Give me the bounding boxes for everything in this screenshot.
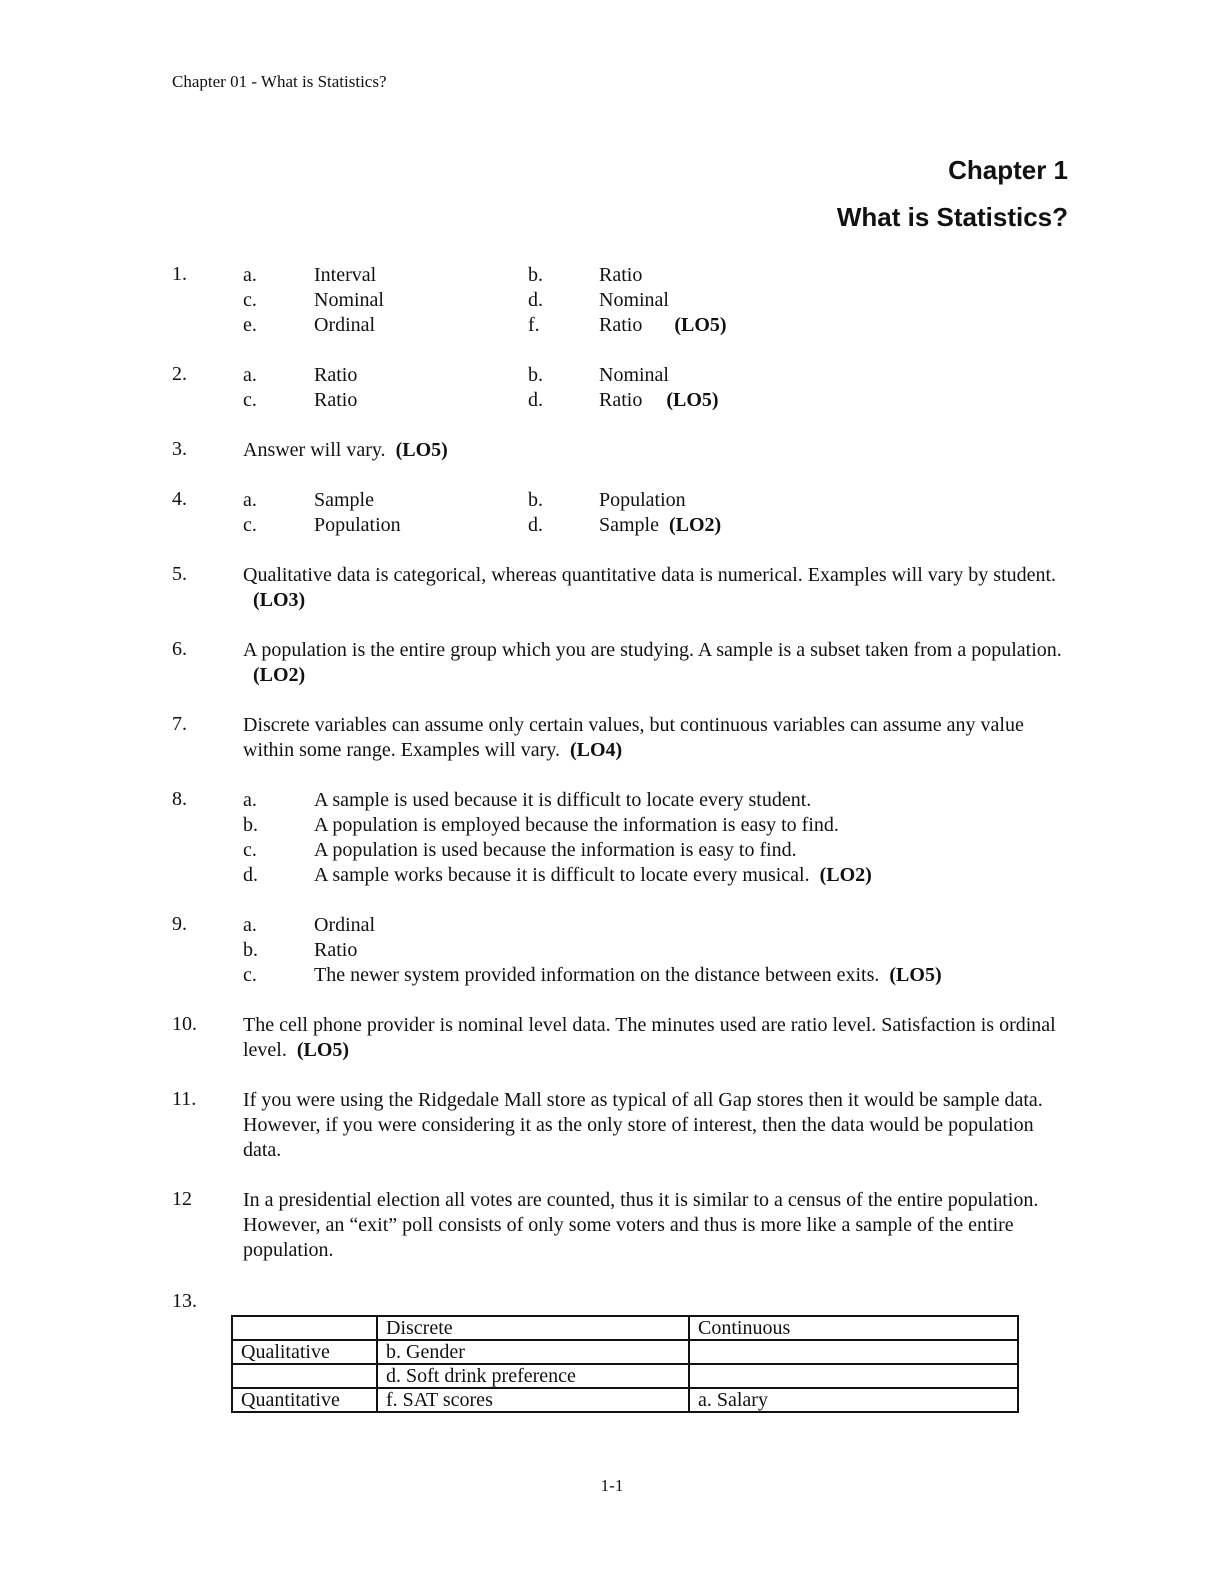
learning-objective: (LO5): [889, 964, 942, 986]
item-value: Population: [314, 514, 401, 536]
answer-1: [172, 263, 1072, 338]
learning-objective: (LO5): [296, 1039, 350, 1061]
answer-row: [243, 263, 1072, 288]
table-cell: f. SAT scores: [377, 1388, 689, 1412]
question-number: 7.: [172, 713, 187, 735]
item-text: Ratio: [314, 939, 358, 961]
answer-row: [243, 963, 1072, 988]
chapter-number: Chapter 1: [948, 155, 1068, 185]
item-text: Ordinal: [314, 914, 376, 936]
item-letter: a.: [243, 789, 257, 811]
answer-3: [172, 438, 1072, 463]
question-number: 2.: [172, 363, 187, 385]
table-cell: [232, 1316, 377, 1340]
learning-objective: (LO4): [569, 739, 623, 761]
question-number: 10.: [172, 1013, 197, 1035]
item-letter: d.: [528, 389, 543, 411]
running-header: Chapter 01 - What is Statistics?: [172, 72, 387, 91]
item-letter: a.: [243, 364, 257, 386]
question-number: 9.: [172, 913, 187, 935]
item-letter: c.: [243, 839, 257, 861]
question-number: 8.: [172, 788, 187, 810]
answer-row: [243, 913, 1072, 938]
answer-row: [243, 313, 1072, 338]
answer-row: [243, 513, 1072, 538]
answer-row: [243, 863, 1072, 888]
answer-7: [172, 713, 1072, 763]
item-value: Interval: [314, 264, 377, 286]
answer-6: [172, 638, 1072, 688]
item-letter: c.: [243, 389, 257, 411]
answer-9: [172, 913, 1072, 988]
item-value: Ratio: [314, 389, 358, 411]
item-letter: c.: [243, 514, 257, 536]
chapter-title: What is Statistics?: [836, 202, 1068, 232]
learning-objective: (LO3): [253, 589, 306, 611]
answer-text: Discrete variables can assume only certain values, but continuous variables can assume any value within some range. Examples will vary.: [243, 714, 1024, 761]
item-text: A population is used because the information is easy to find.: [314, 839, 797, 861]
learning-objective: (LO5): [674, 314, 727, 336]
question-number: 6.: [172, 638, 187, 660]
table-cell: [232, 1364, 377, 1388]
table-header-continuous: Continuous: [689, 1316, 1018, 1340]
page-number: 1-1: [600, 1476, 624, 1495]
item-letter: c.: [243, 289, 257, 311]
answer-text: Qualitative data is categorical, whereas quantitative data is numerical. Examples will vary by student.: [243, 564, 1057, 586]
table-cell: a. Salary: [689, 1388, 1018, 1412]
table-row: [232, 1388, 1018, 1412]
item-value: Sample: [599, 514, 659, 536]
question-number: 3.: [172, 438, 187, 460]
table-row: [232, 1364, 1018, 1388]
answer-5: [172, 563, 1072, 613]
answer-text: A population is the entire group which you are studying. A sample is a subset taken from a population.: [243, 639, 1062, 661]
item-text: The newer system provided information on the distance between exits.: [314, 964, 880, 986]
answer-row: [243, 488, 1072, 513]
answer-12: [172, 1188, 1072, 1263]
item-letter: b.: [528, 489, 543, 511]
item-letter: f.: [528, 314, 540, 336]
table-cell: d. Soft drink preference: [377, 1364, 689, 1388]
item-letter: d.: [528, 514, 543, 536]
table-header-discrete: Discrete: [377, 1316, 689, 1340]
item-letter: e.: [243, 314, 257, 336]
learning-objective: (LO5): [666, 389, 719, 411]
item-letter: a.: [243, 264, 257, 286]
table-cell: Quantitative: [232, 1388, 377, 1412]
table-cell: [689, 1340, 1018, 1364]
classification-table: [231, 1315, 1019, 1413]
answer-4: [172, 488, 1072, 538]
item-value: Nominal: [599, 289, 669, 311]
item-letter: a.: [243, 914, 257, 936]
answer-row: [243, 788, 1072, 813]
item-letter: b.: [243, 939, 258, 961]
answer-text: Answer will vary.: [243, 439, 386, 461]
table-header-row: [232, 1316, 1018, 1340]
item-value: Ratio: [599, 389, 643, 411]
answer-row: [243, 938, 1072, 963]
table-cell: b. Gender: [377, 1340, 689, 1364]
answer-text: In a presidential election all votes are counted, thus it is similar to a census of the entire population. However, an “exit” poll consists of only some voters and thus is more like a sample of the entire population.: [243, 1189, 1039, 1261]
answer-text: If you were using the Ridgedale Mall store as typical of all Gap stores then it would be sample data. However, if you were considering it as the only store of interest, then the data would be population data.: [243, 1089, 1043, 1161]
learning-objective: (LO2): [669, 514, 722, 536]
item-letter: c.: [243, 964, 257, 986]
item-value: Sample: [314, 489, 374, 511]
item-value: Population: [599, 489, 686, 511]
item-letter: b.: [528, 364, 543, 386]
question-number: 5.: [172, 563, 187, 585]
question-number: 4.: [172, 488, 187, 510]
answer-row: [243, 363, 1072, 388]
item-text: A sample is used because it is difficult to locate every student.: [314, 789, 812, 811]
learning-objective: (LO2): [253, 664, 306, 686]
item-letter: d.: [243, 864, 258, 886]
item-value: Nominal: [314, 289, 384, 311]
table-cell: Qualitative: [232, 1340, 377, 1364]
table-row: [232, 1340, 1018, 1364]
answer-10: [172, 1013, 1072, 1063]
item-value: Ratio: [599, 314, 643, 336]
answer-list: [172, 263, 1072, 1288]
question-number: 1.: [172, 263, 187, 285]
item-text: A population is employed because the information is easy to find.: [314, 814, 839, 836]
answer-8: [172, 788, 1072, 888]
item-value: Ratio: [599, 264, 643, 286]
answer-row: [243, 388, 1072, 413]
answer-11: [172, 1088, 1072, 1163]
answer-2: [172, 363, 1072, 413]
answer-row: [243, 838, 1072, 863]
item-value: Nominal: [599, 364, 669, 386]
item-letter: a.: [243, 489, 257, 511]
item-text: A sample works because it is difficult to locate every musical.: [314, 864, 810, 886]
item-value: Ratio: [314, 364, 358, 386]
question-number: 11.: [172, 1088, 197, 1110]
item-letter: d.: [528, 289, 543, 311]
item-letter: b.: [243, 814, 258, 836]
answer-text: The cell phone provider is nominal level data. The minutes used are ratio level. Satisfaction is ordinal level.: [243, 1014, 1056, 1061]
table-cell: [689, 1364, 1018, 1388]
item-letter: b.: [528, 264, 543, 286]
item-value: Ordinal: [314, 314, 376, 336]
answer-row: [243, 813, 1072, 838]
learning-objective: (LO5): [395, 439, 448, 461]
learning-objective: (LO2): [819, 864, 872, 886]
question-number: 12: [172, 1188, 192, 1210]
answer-row: [243, 288, 1072, 313]
question-number-13: 13.: [172, 1290, 197, 1312]
